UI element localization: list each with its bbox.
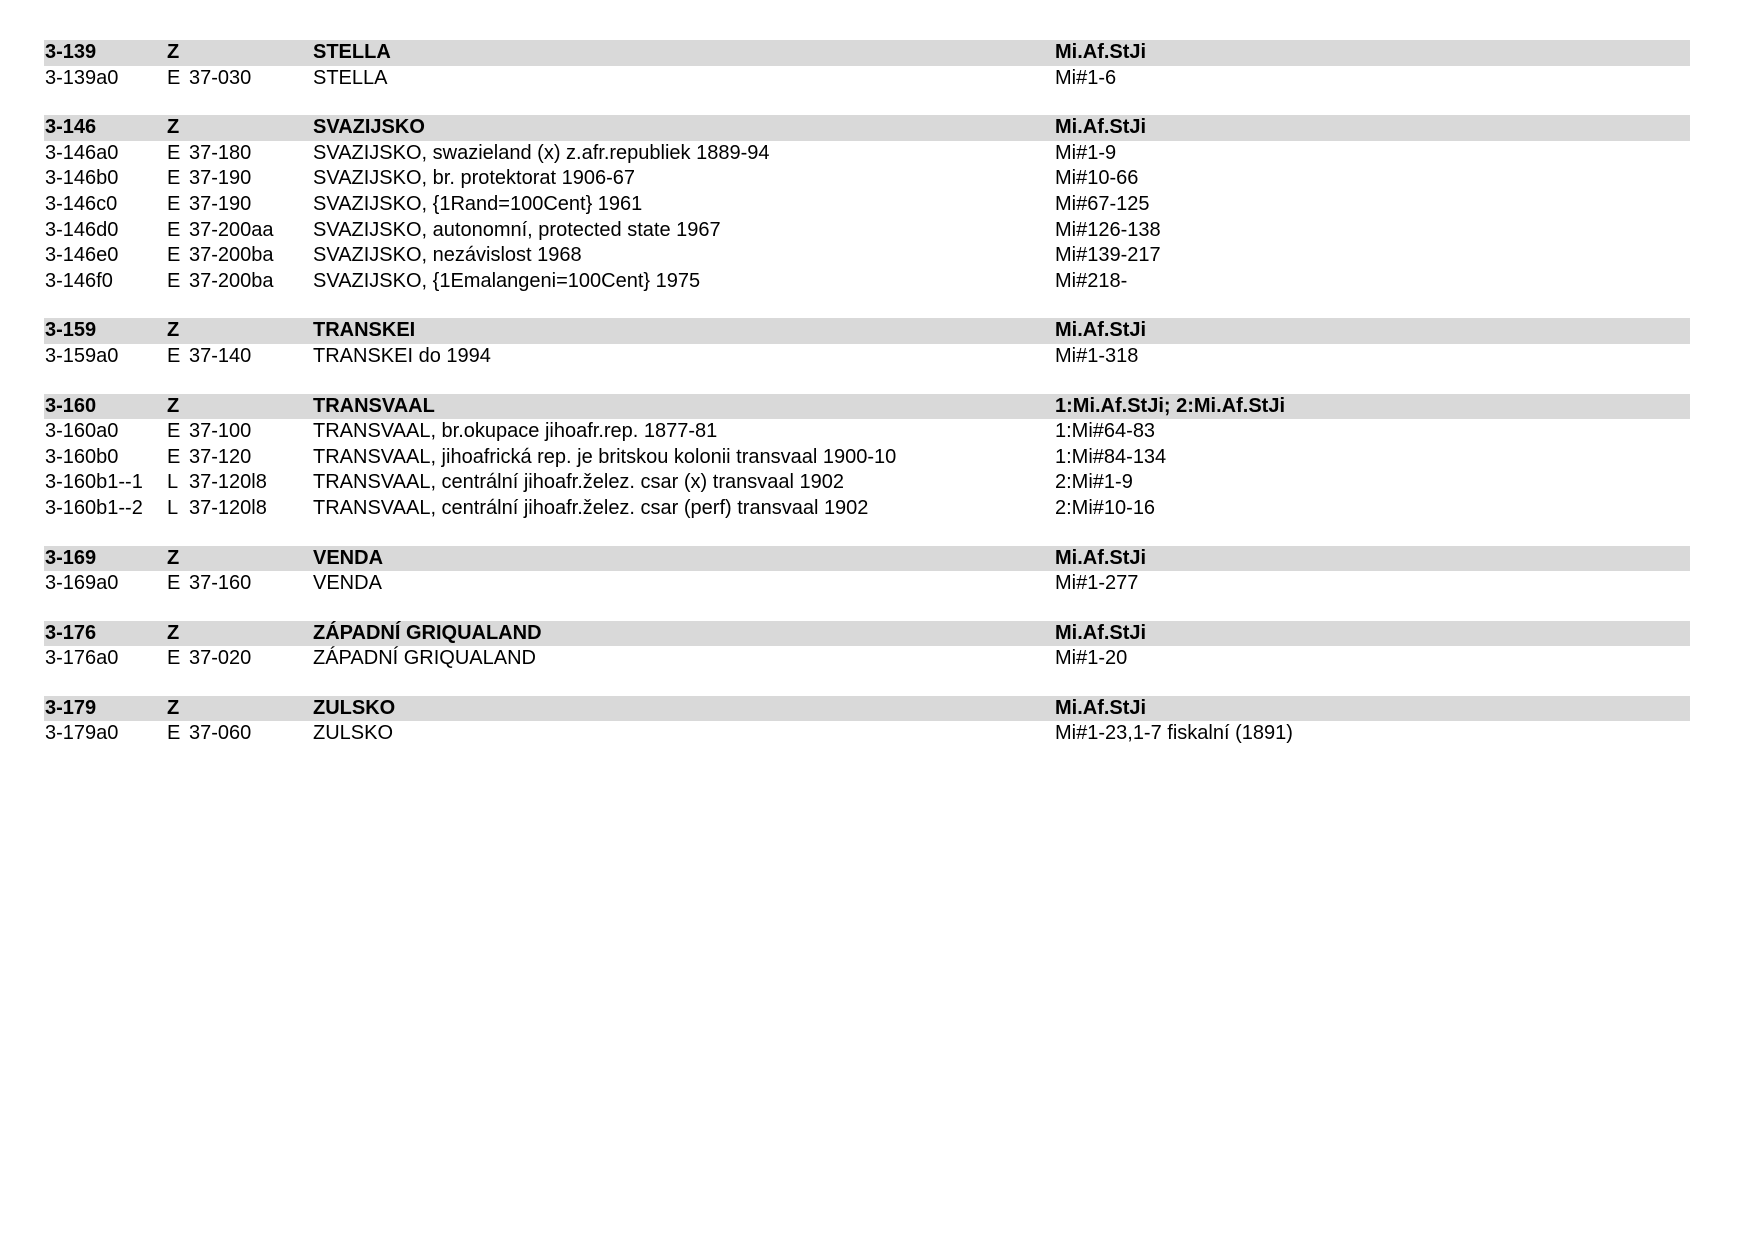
group-code: 3-169 <box>45 546 97 569</box>
row-type: L <box>167 496 179 519</box>
row-description: SVAZIJSKO, autonomní, protected state 1967 <box>313 218 721 241</box>
row-type: E <box>167 192 181 215</box>
catalogue-group <box>44 318 1690 369</box>
row-catalogue-number: 37-060 <box>189 722 252 745</box>
row-description: SVAZIJSKO, nezávislost 1968 <box>313 244 582 267</box>
row-type: E <box>167 445 181 468</box>
row-reference: Mi#1-9 <box>1055 141 1117 164</box>
row-type: E <box>167 344 181 367</box>
catalogue-group <box>44 115 1690 294</box>
row-code: 3-160b0 <box>45 445 119 468</box>
group-name: TRANSVAAL <box>313 394 435 417</box>
group-code: 3-146 <box>45 116 97 139</box>
group-type: Z <box>167 319 180 342</box>
catalogue-row <box>44 571 1690 597</box>
row-catalogue-number: 37-190 <box>189 167 252 190</box>
row-code: 3-146d0 <box>45 218 119 241</box>
row-catalogue-number: 37-180 <box>189 141 252 164</box>
group-header-row <box>44 621 1690 647</box>
row-type: E <box>167 420 181 443</box>
catalogue-row <box>44 646 1690 672</box>
group-reference: Mi.Af.StJi <box>1055 546 1147 569</box>
row-type: E <box>167 722 181 745</box>
catalogue-row <box>44 721 1690 747</box>
row-reference: Mi#139-217 <box>1055 244 1161 267</box>
group-type: Z <box>167 621 180 644</box>
row-catalogue-number: 37-190 <box>189 192 252 215</box>
group-reference: Mi.Af.StJi <box>1055 41 1147 63</box>
group-reference: Mi.Af.StJi <box>1055 319 1147 342</box>
row-reference: 1:Mi#84-134 <box>1055 445 1167 468</box>
row-type: E <box>167 269 181 292</box>
row-reference: 2:Mi#10-16 <box>1055 496 1156 519</box>
row-description: TRANSVAAL, centrální jihoafr.želez. csar (x) transvaal 1902 <box>313 471 844 494</box>
row-reference: Mi#1-6 <box>1055 66 1117 89</box>
row-code: 3-146b0 <box>45 167 119 190</box>
group-code: 3-160 <box>45 394 97 417</box>
group-header-row <box>44 394 1690 420</box>
catalogue-row <box>44 419 1690 445</box>
catalogue-row <box>44 218 1690 244</box>
group-code: 3-176 <box>45 621 97 644</box>
catalogue-group <box>44 621 1690 672</box>
group-type: Z <box>167 41 180 63</box>
catalogue-group <box>44 394 1690 522</box>
row-catalogue-number: 37-160 <box>189 572 252 595</box>
group-type: Z <box>167 546 180 569</box>
catalogue-row <box>44 269 1690 295</box>
catalogue-row <box>44 344 1690 370</box>
row-catalogue-number: 37-020 <box>189 647 252 670</box>
catalogue-row <box>44 166 1690 192</box>
row-code: 3-146c0 <box>45 192 118 215</box>
row-catalogue-number: 37-200ba <box>189 244 274 267</box>
row-reference: 1:Mi#64-83 <box>1055 420 1156 443</box>
row-reference: Mi#126-138 <box>1055 218 1161 241</box>
row-code: 3-146f0 <box>45 269 113 292</box>
row-code: 3-139a0 <box>45 66 119 89</box>
row-description: SVAZIJSKO, swazieland (x) z.afr.republiek 1889-94 <box>313 141 770 164</box>
row-description: ZULSKO <box>313 722 394 745</box>
row-type: E <box>167 167 181 190</box>
row-reference: Mi#10-66 <box>1055 167 1139 190</box>
row-catalogue-number: 37-200ba <box>189 269 274 292</box>
row-catalogue-number: 37-100 <box>189 420 252 443</box>
row-catalogue-number: 37-120l8 <box>189 496 267 519</box>
row-reference: Mi#67-125 <box>1055 192 1150 215</box>
group-header-row <box>44 115 1690 141</box>
row-reference: 2:Mi#1-9 <box>1055 471 1133 494</box>
group-name: TRANSKEI <box>313 319 416 342</box>
row-type: E <box>167 66 181 89</box>
row-type: E <box>167 647 181 670</box>
group-reference: 1:Mi.Af.StJi; 2:Mi.Af.StJi <box>1055 394 1286 417</box>
row-type: E <box>167 572 181 595</box>
row-description: SVAZIJSKO, br. protektorat 1906-67 <box>313 167 636 190</box>
row-catalogue-number: 37-030 <box>189 66 252 89</box>
group-name: ZÁPADNÍ GRIQUALAND <box>313 621 542 644</box>
catalogue-row <box>44 496 1690 522</box>
catalogue-row <box>44 445 1690 471</box>
row-code: 3-146a0 <box>45 141 119 164</box>
group-name: SVAZIJSKO <box>313 116 425 139</box>
row-reference: Mi#1-23,1-7 fiskalní (1891) <box>1055 722 1293 745</box>
row-code: 3-160b1--1 <box>45 471 143 494</box>
group-header-row <box>44 696 1690 722</box>
catalogue-table <box>44 40 1690 771</box>
catalogue-row <box>44 192 1690 218</box>
row-reference: Mi#218- <box>1055 269 1128 292</box>
catalogue-row <box>44 470 1690 496</box>
row-code: 3-169a0 <box>45 572 119 595</box>
row-code: 3-160a0 <box>45 420 119 443</box>
group-header-row <box>44 546 1690 572</box>
row-description: SVAZIJSKO, {1Emalangeni=100Cent} 1975 <box>313 269 701 292</box>
row-catalogue-number: 37-120 <box>189 445 252 468</box>
group-header-row <box>44 40 1690 66</box>
group-type: Z <box>167 394 180 417</box>
row-description: TRANSVAAL, jihoafrická rep. je britskou kolonii transvaal 1900-10 <box>313 445 897 468</box>
group-header-row <box>44 318 1690 344</box>
group-code: 3-159 <box>45 319 97 342</box>
catalogue-row <box>44 66 1690 92</box>
row-code: 3-146e0 <box>45 244 119 267</box>
row-catalogue-number: 37-200aa <box>189 218 274 241</box>
row-description: TRANSVAAL, centrální jihoafr.želez. csar (perf) transvaal 1902 <box>313 496 869 519</box>
row-description: VENDA <box>313 572 382 595</box>
group-name: STELLA <box>313 41 391 63</box>
group-reference: Mi.Af.StJi <box>1055 621 1147 644</box>
row-code: 3-176a0 <box>45 647 119 670</box>
row-catalogue-number: 37-140 <box>189 344 252 367</box>
catalogue-group <box>44 40 1690 91</box>
group-type: Z <box>167 116 180 139</box>
row-code: 3-159a0 <box>45 344 119 367</box>
row-code: 3-160b1--2 <box>45 496 143 519</box>
row-code: 3-179a0 <box>45 722 119 745</box>
group-name: VENDA <box>313 546 384 569</box>
row-description: TRANSVAAL, br.okupace jihoafr.rep. 1877-81 <box>313 420 718 443</box>
row-type: E <box>167 218 181 241</box>
group-type: Z <box>167 696 180 719</box>
group-reference: Mi.Af.StJi <box>1055 696 1147 719</box>
catalogue-group <box>44 546 1690 597</box>
row-type: L <box>167 471 179 494</box>
row-description: ZÁPADNÍ GRIQUALAND <box>313 647 536 670</box>
group-code: 3-139 <box>45 41 97 63</box>
row-type: E <box>167 141 181 164</box>
group-name: ZULSKO <box>313 696 396 719</box>
catalogue-row <box>44 243 1690 269</box>
group-reference: Mi.Af.StJi <box>1055 116 1147 139</box>
row-reference: Mi#1-20 <box>1055 647 1128 670</box>
row-reference: Mi#1-318 <box>1055 344 1139 367</box>
row-reference: Mi#1-277 <box>1055 572 1139 595</box>
catalogue-row <box>44 141 1690 167</box>
group-code: 3-179 <box>45 696 97 719</box>
row-description: TRANSKEI do 1994 <box>313 344 491 367</box>
row-type: E <box>167 244 181 267</box>
catalogue-group <box>44 696 1690 747</box>
row-description: SVAZIJSKO, {1Rand=100Cent} 1961 <box>313 192 643 215</box>
row-catalogue-number: 37-120l8 <box>189 471 267 494</box>
row-description: STELLA <box>313 66 388 89</box>
